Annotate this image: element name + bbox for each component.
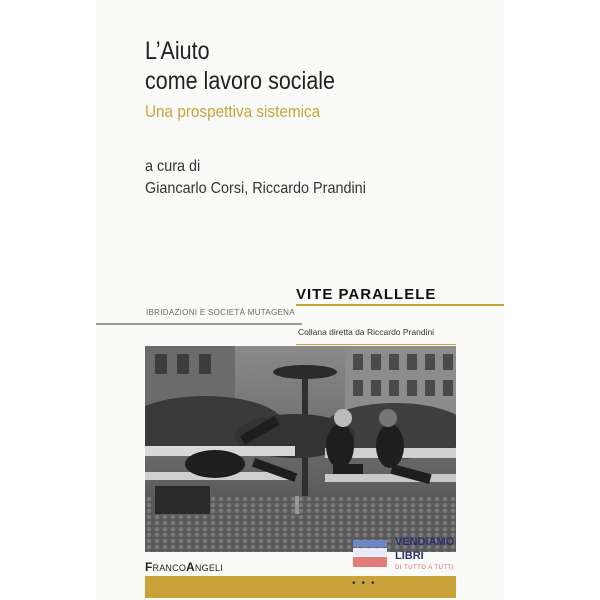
book-title xyxy=(145,36,335,96)
book-subtitle: Una prospettiva sistemica xyxy=(145,102,321,121)
series-divider-gray xyxy=(96,323,302,325)
badge-dots: ••• xyxy=(352,578,381,589)
publisher-initial-2: A xyxy=(186,560,195,574)
publisher-part-2: NGELI xyxy=(194,563,223,573)
publisher-initial-1: F xyxy=(145,560,153,574)
book-stack-icon xyxy=(353,540,387,568)
director-divider xyxy=(296,344,456,345)
publisher-part-1: RANCO xyxy=(152,563,187,573)
badge-line-3: DI TUTTO A TUTTI xyxy=(395,565,455,571)
sub-series-label: IBRIDAZIONI E SOCIETÀ MUTAGENA xyxy=(146,308,295,317)
publisher-logo xyxy=(145,560,223,574)
editor-prefix: a cura di xyxy=(145,158,201,175)
badge-line-1: VENDIAMO xyxy=(395,536,455,548)
editors-names: Giancarlo Corsi, Riccardo Prandini xyxy=(145,180,366,197)
series-name: VITE PARALLELE xyxy=(296,286,437,303)
badge-line-2: LIBRI xyxy=(395,550,424,562)
title-line-1: L’Aiuto xyxy=(145,37,210,65)
title-line-2: come lavoro sociale xyxy=(145,67,336,95)
series-director: Collana diretta da Riccardo Prandini xyxy=(298,327,435,337)
cover-photo xyxy=(145,346,456,552)
series-divider-gold xyxy=(296,304,504,306)
